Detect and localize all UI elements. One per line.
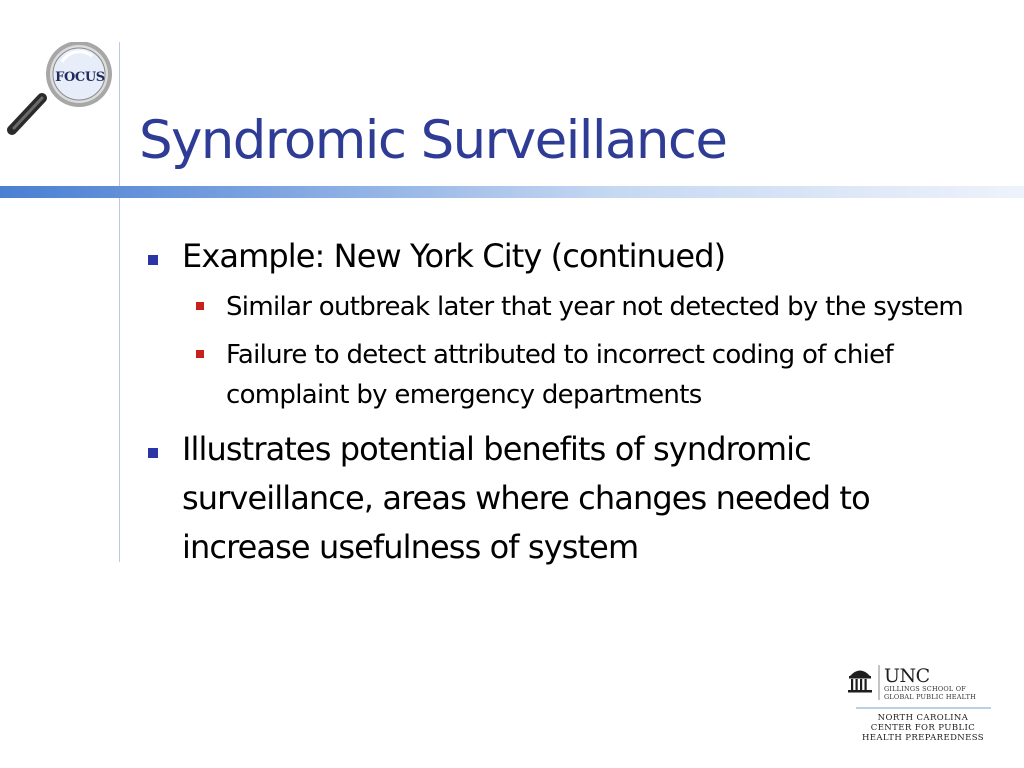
sub-bullet-text: Similar outbreak later that year not detected by the system	[226, 292, 964, 322]
sub-bullet-item	[146, 335, 996, 415]
sub-bullet-square-icon	[196, 302, 204, 310]
slide-body	[146, 232, 996, 572]
focus-logo	[2, 42, 118, 138]
unc-wordmark: UNC	[884, 665, 930, 687]
center-name-line-3: HEALTH PREPAREDNESS	[861, 733, 985, 743]
sub-bullet-item	[146, 287, 996, 327]
unc-logo	[846, 662, 996, 744]
school-name-line-2: GLOBAL PUBLIC HEALTH	[884, 693, 977, 701]
vertical-divider	[119, 42, 120, 562]
bullet-text: Illustrates potential benefits of syndromic surveillance, areas where changes needed to increase usefulness of system	[182, 430, 870, 566]
sub-bullet-square-icon	[196, 350, 204, 358]
bullet-item	[146, 425, 996, 572]
school-name-line-1: GILLINGS SCHOOL OF	[884, 685, 966, 693]
center-name-line-2: CENTER FOR PUBLIC	[870, 723, 976, 733]
slide-title: Syndromic Surveillance	[139, 110, 727, 171]
magnifying-glass-icon	[12, 42, 112, 130]
old-well-icon	[848, 671, 872, 693]
bullet-square-icon	[148, 255, 158, 265]
bullet-item	[146, 232, 996, 281]
bullet-text: Example: New York City (continued)	[182, 237, 726, 275]
focus-logo-text: FOCUS	[55, 70, 105, 85]
sub-bullet-text: Failure to detect attributed to incorrect coding of chief complaint by emergency departments	[226, 340, 893, 410]
title-underline-bar	[0, 186, 1024, 198]
bullet-square-icon	[148, 448, 158, 458]
center-name-line-1: NORTH CAROLINA	[877, 713, 969, 723]
